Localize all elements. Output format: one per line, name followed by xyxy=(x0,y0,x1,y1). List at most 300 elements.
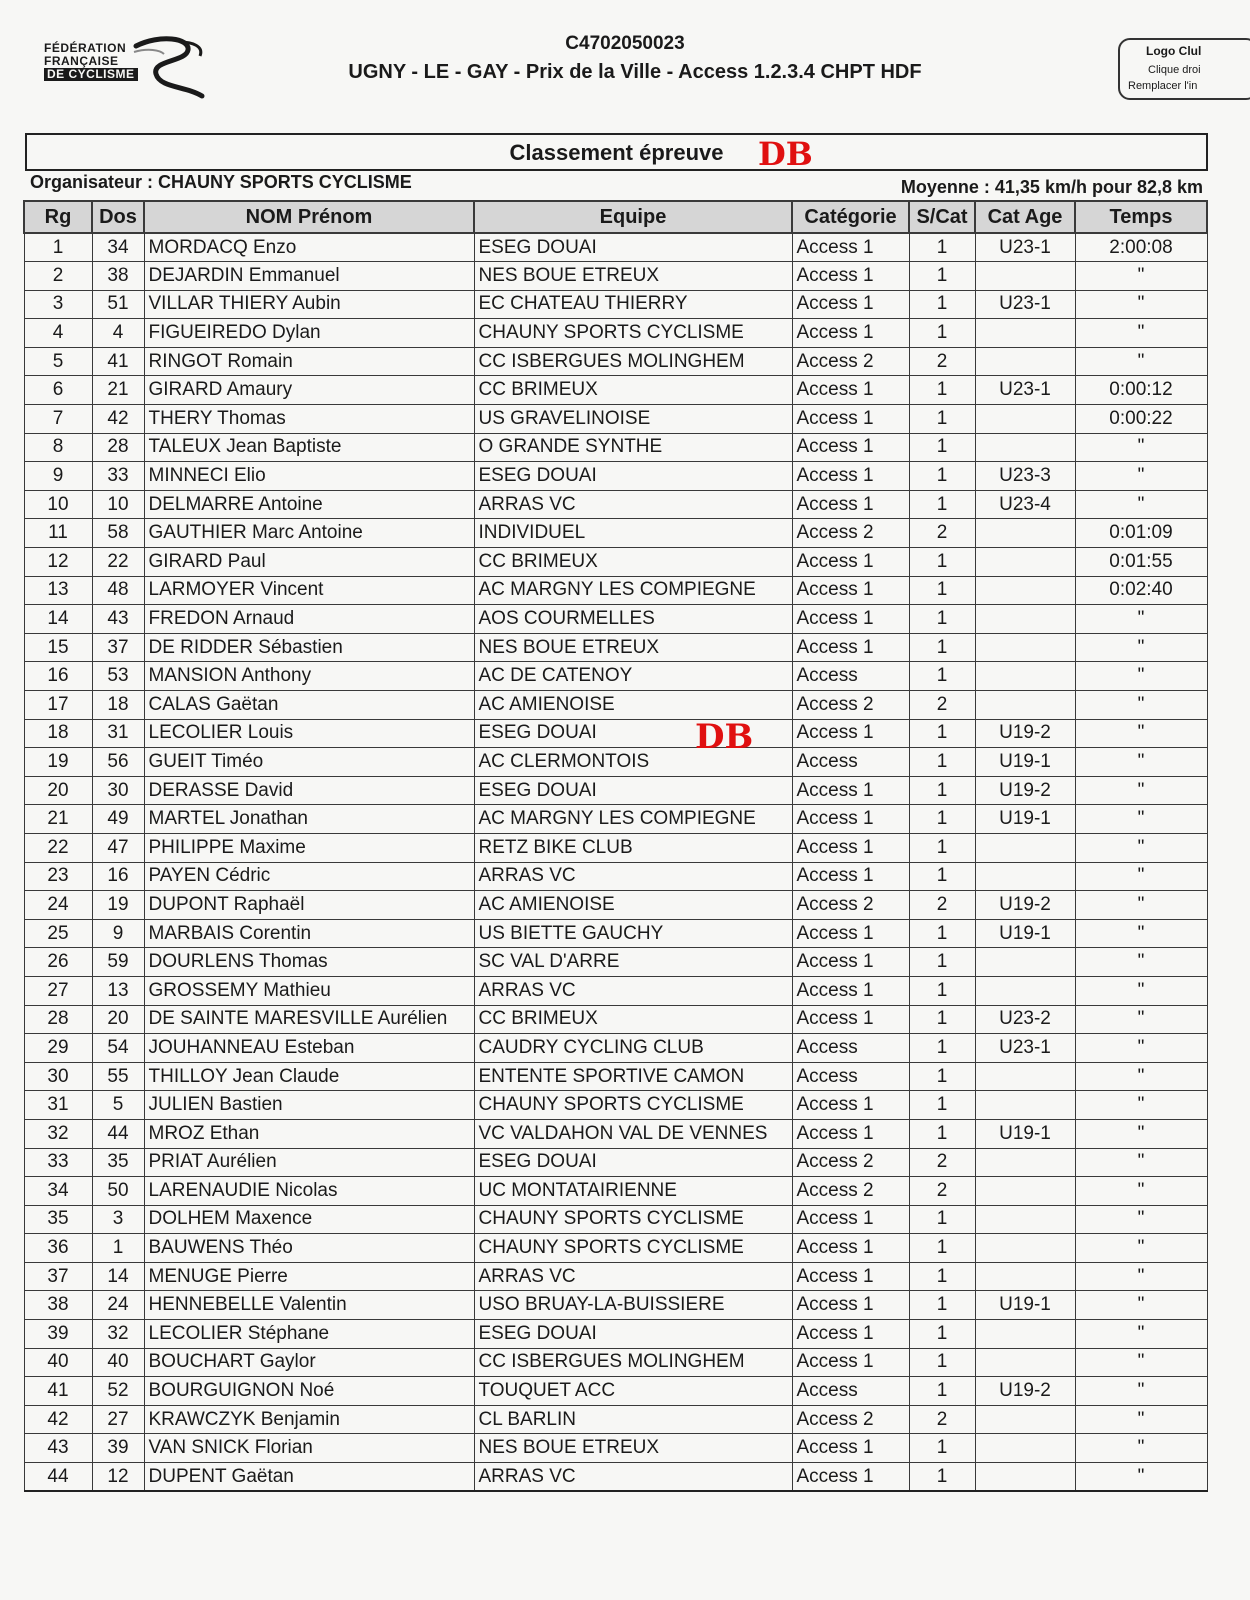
cell-age-category xyxy=(975,1062,1075,1091)
cell-time: " xyxy=(1075,719,1207,748)
federation-logo-line2: FRANÇAISE xyxy=(44,54,119,68)
cell-team: ESEG DOUAI xyxy=(474,233,792,262)
cell-bib: 18 xyxy=(92,691,144,720)
cell-category: Access xyxy=(792,748,909,777)
cell-subcategory: 1 xyxy=(909,262,975,291)
cell-team: ARRAS VC xyxy=(474,862,792,891)
cell-bib: 43 xyxy=(92,605,144,634)
cell-team: NES BOUE ETREUX xyxy=(474,633,792,662)
race-code: C4702050023 xyxy=(565,33,685,54)
table-header xyxy=(24,201,1207,233)
cell-bib: 3 xyxy=(92,1205,144,1234)
cell-bib: 19 xyxy=(92,891,144,920)
cell-category: Access 2 xyxy=(792,891,909,920)
cell-category: Access 2 xyxy=(792,1148,909,1177)
cell-rank: 43 xyxy=(24,1434,92,1463)
cell-subcategory: 1 xyxy=(909,833,975,862)
cell-team: RETZ BIKE CLUB xyxy=(474,833,792,862)
cell-bib: 53 xyxy=(92,662,144,691)
cell-subcategory: 1 xyxy=(909,748,975,777)
cell-bib: 56 xyxy=(92,748,144,777)
cell-name: VILLAR THIERY Aubin xyxy=(144,290,474,319)
cell-time: " xyxy=(1075,1177,1207,1206)
cell-age-category: U19-2 xyxy=(975,776,1075,805)
cell-bib: 42 xyxy=(92,405,144,434)
cell-category: Access 1 xyxy=(792,862,909,891)
cell-time: " xyxy=(1075,1291,1207,1320)
table-row xyxy=(24,1062,1207,1091)
cell-team: AC MARGNY LES COMPIEGNE xyxy=(474,576,792,605)
federation-logo-line1: FÉDÉRATION xyxy=(44,41,127,55)
cell-age-category xyxy=(975,405,1075,434)
cell-name: FREDON Arnaud xyxy=(144,605,474,634)
cell-bib: 24 xyxy=(92,1291,144,1320)
cell-time: " xyxy=(1075,833,1207,862)
cell-name: MINNECI Elio xyxy=(144,462,474,491)
table-row xyxy=(24,662,1207,691)
cell-age-category xyxy=(975,633,1075,662)
cell-team: CHAUNY SPORTS CYCLISME xyxy=(474,1234,792,1263)
header-col-age-category: Cat Age xyxy=(975,201,1075,233)
cell-name: DE SAINTE MARESVILLE Aurélien xyxy=(144,1005,474,1034)
header-col-name: NOM Prénom xyxy=(144,201,474,233)
table-row xyxy=(24,1348,1207,1377)
cell-subcategory: 1 xyxy=(909,1348,975,1377)
cell-name: DE RIDDER Sébastien xyxy=(144,633,474,662)
cell-rank: 22 xyxy=(24,833,92,862)
cell-time: " xyxy=(1075,1377,1207,1406)
cell-age-category xyxy=(975,519,1075,548)
cell-category: Access 1 xyxy=(792,1262,909,1291)
cell-time: " xyxy=(1075,1348,1207,1377)
table-row xyxy=(24,376,1207,405)
cell-subcategory: 2 xyxy=(909,519,975,548)
club-logo-line2: Clique droi xyxy=(1148,64,1201,76)
cell-subcategory: 1 xyxy=(909,290,975,319)
cell-age-category: U19-2 xyxy=(975,1377,1075,1406)
cell-team: ARRAS VC xyxy=(474,976,792,1005)
cell-subcategory: 1 xyxy=(909,719,975,748)
cell-time: " xyxy=(1075,433,1207,462)
cell-bib: 9 xyxy=(92,919,144,948)
table-row xyxy=(24,319,1207,348)
cell-bib: 5 xyxy=(92,1091,144,1120)
cell-subcategory: 1 xyxy=(909,1234,975,1263)
cell-subcategory: 1 xyxy=(909,919,975,948)
cell-age-category xyxy=(975,833,1075,862)
table-row xyxy=(24,1005,1207,1034)
cell-time: " xyxy=(1075,1463,1207,1492)
cell-team: USO BRUAY-LA-BUISSIERE xyxy=(474,1291,792,1320)
table-row xyxy=(24,347,1207,376)
cell-name: GROSSEMY Mathieu xyxy=(144,976,474,1005)
cell-age-category xyxy=(975,1262,1075,1291)
cell-subcategory: 2 xyxy=(909,891,975,920)
table-row xyxy=(24,262,1207,291)
cell-name: MORDACQ Enzo xyxy=(144,233,474,262)
cell-rank: 3 xyxy=(24,290,92,319)
cell-category: Access 1 xyxy=(792,1463,909,1492)
cell-rank: 42 xyxy=(24,1405,92,1434)
cell-rank: 24 xyxy=(24,891,92,920)
cell-subcategory: 1 xyxy=(909,1291,975,1320)
table-row xyxy=(24,462,1207,491)
cell-bib: 58 xyxy=(92,519,144,548)
cell-name: GIRARD Amaury xyxy=(144,376,474,405)
cell-subcategory: 1 xyxy=(909,319,975,348)
cell-rank: 19 xyxy=(24,748,92,777)
cell-team: CHAUNY SPORTS CYCLISME xyxy=(474,1091,792,1120)
cell-name: GAUTHIER Marc Antoine xyxy=(144,519,474,548)
cell-bib: 16 xyxy=(92,862,144,891)
cell-rank: 20 xyxy=(24,776,92,805)
cell-name: BOURGUIGNON Noé xyxy=(144,1377,474,1406)
cell-rank: 38 xyxy=(24,1291,92,1320)
cell-rank: 35 xyxy=(24,1205,92,1234)
cell-category: Access 2 xyxy=(792,1177,909,1206)
cell-category: Access 1 xyxy=(792,405,909,434)
race-title: UGNY - LE - GAY - Prix de la Ville - Access 1.2.3.4 CHPT HDF xyxy=(348,61,922,83)
cell-age-category: U19-2 xyxy=(975,719,1075,748)
cell-team: O GRANDE SYNTHE xyxy=(474,433,792,462)
average-speed: Moyenne : 41,35 km/h pour 82,8 km xyxy=(900,177,1203,197)
club-logo-line1: Logo Clul xyxy=(1146,44,1202,58)
cell-category: Access 1 xyxy=(792,233,909,262)
cell-name: DUPONT Raphaël xyxy=(144,891,474,920)
cell-time: 0:02:40 xyxy=(1075,576,1207,605)
cell-bib: 32 xyxy=(92,1320,144,1349)
cell-bib: 28 xyxy=(92,433,144,462)
cell-time: 0:01:09 xyxy=(1075,519,1207,548)
cell-category: Access 1 xyxy=(792,433,909,462)
cell-age-category: U23-1 xyxy=(975,1034,1075,1063)
cell-category: Access 1 xyxy=(792,976,909,1005)
cell-name: THERY Thomas xyxy=(144,405,474,434)
table-row xyxy=(24,1034,1207,1063)
cell-age-category xyxy=(975,319,1075,348)
cell-team: ESEG DOUAI xyxy=(474,776,792,805)
table-row xyxy=(24,576,1207,605)
cell-rank: 31 xyxy=(24,1091,92,1120)
cell-subcategory: 2 xyxy=(909,691,975,720)
cell-rank: 8 xyxy=(24,433,92,462)
cell-bib: 54 xyxy=(92,1034,144,1063)
cell-rank: 37 xyxy=(24,1262,92,1291)
table-row xyxy=(24,1405,1207,1434)
cell-age-category: U19-1 xyxy=(975,1291,1075,1320)
cell-time: " xyxy=(1075,1434,1207,1463)
table-row xyxy=(24,519,1207,548)
cell-rank: 36 xyxy=(24,1234,92,1263)
cell-bib: 52 xyxy=(92,1377,144,1406)
cell-team: CC BRIMEUX xyxy=(474,548,792,577)
cell-rank: 33 xyxy=(24,1148,92,1177)
table-row xyxy=(24,1434,1207,1463)
cell-age-category xyxy=(975,548,1075,577)
cell-rank: 9 xyxy=(24,462,92,491)
cell-age-category: U19-1 xyxy=(975,748,1075,777)
cell-bib: 50 xyxy=(92,1177,144,1206)
table-row xyxy=(24,976,1207,1005)
table-row xyxy=(24,1148,1207,1177)
cell-name: DUPENT Gaëtan xyxy=(144,1463,474,1492)
cell-subcategory: 1 xyxy=(909,405,975,434)
club-logo-placeholder xyxy=(1118,38,1250,100)
cell-rank: 11 xyxy=(24,519,92,548)
cell-rank: 14 xyxy=(24,605,92,634)
table-row xyxy=(24,805,1207,834)
cell-rank: 41 xyxy=(24,1377,92,1406)
cell-bib: 40 xyxy=(92,1348,144,1377)
cell-team: AOS COURMELLES xyxy=(474,605,792,634)
cell-team: ARRAS VC xyxy=(474,490,792,519)
cell-team: ESEG DOUAI xyxy=(474,1320,792,1349)
section-title-box xyxy=(25,133,1208,171)
cell-category: Access xyxy=(792,1062,909,1091)
cell-name: MARBAIS Corentin xyxy=(144,919,474,948)
cell-subcategory: 1 xyxy=(909,662,975,691)
cell-rank: 40 xyxy=(24,1348,92,1377)
cell-bib: 39 xyxy=(92,1434,144,1463)
cell-team: UC MONTATAIRIENNE xyxy=(474,1177,792,1206)
table-row xyxy=(24,548,1207,577)
cell-age-category: U23-1 xyxy=(975,290,1075,319)
cell-name: JULIEN Bastien xyxy=(144,1091,474,1120)
cell-category: Access 1 xyxy=(792,633,909,662)
organizer: Organisateur : CHAUNY SPORTS CYCLISME xyxy=(30,172,412,192)
cell-rank: 4 xyxy=(24,319,92,348)
cell-age-category xyxy=(975,862,1075,891)
cell-rank: 44 xyxy=(24,1463,92,1492)
cell-name: HENNEBELLE Valentin xyxy=(144,1291,474,1320)
cell-time: " xyxy=(1075,1262,1207,1291)
cell-age-category xyxy=(975,262,1075,291)
cell-category: Access xyxy=(792,1377,909,1406)
table-row xyxy=(24,1262,1207,1291)
header-col-category: Catégorie xyxy=(792,201,909,233)
section-title: Classement épreuve xyxy=(509,140,724,165)
cell-category: Access 2 xyxy=(792,519,909,548)
cell-category: Access 1 xyxy=(792,376,909,405)
cell-category: Access 1 xyxy=(792,548,909,577)
cell-subcategory: 1 xyxy=(909,1062,975,1091)
table-row xyxy=(24,605,1207,634)
cell-rank: 13 xyxy=(24,576,92,605)
cell-team: ESEG DOUAI xyxy=(474,719,792,748)
cell-time: " xyxy=(1075,347,1207,376)
cell-bib: 20 xyxy=(92,1005,144,1034)
cell-team: ARRAS VC xyxy=(474,1463,792,1492)
cell-team: AC CLERMONTOIS xyxy=(474,748,792,777)
cell-rank: 12 xyxy=(24,548,92,577)
cell-subcategory: 1 xyxy=(909,376,975,405)
cell-category: Access 1 xyxy=(792,1091,909,1120)
cell-category: Access xyxy=(792,1034,909,1063)
cell-team: US BIETTE GAUCHY xyxy=(474,919,792,948)
cell-age-category: U23-1 xyxy=(975,233,1075,262)
cell-category: Access 1 xyxy=(792,1434,909,1463)
cell-rank: 6 xyxy=(24,376,92,405)
cell-category: Access 1 xyxy=(792,948,909,977)
header-col-subcategory: S/Cat xyxy=(909,201,975,233)
cell-time: " xyxy=(1075,290,1207,319)
cell-name: GUEIT Timéo xyxy=(144,748,474,777)
cell-subcategory: 1 xyxy=(909,805,975,834)
db-stamp-middle: DB xyxy=(695,717,754,757)
cell-category: Access 2 xyxy=(792,347,909,376)
cell-category: Access 2 xyxy=(792,691,909,720)
cell-subcategory: 1 xyxy=(909,948,975,977)
cell-team: VC VALDAHON VAL DE VENNES xyxy=(474,1119,792,1148)
cell-rank: 25 xyxy=(24,919,92,948)
cell-time: " xyxy=(1075,748,1207,777)
cell-time: " xyxy=(1075,919,1207,948)
cell-rank: 29 xyxy=(24,1034,92,1063)
cell-name: THILLOY Jean Claude xyxy=(144,1062,474,1091)
cell-bib: 49 xyxy=(92,805,144,834)
cell-name: LECOLIER Stéphane xyxy=(144,1320,474,1349)
cell-time: " xyxy=(1075,948,1207,977)
cell-subcategory: 1 xyxy=(909,1034,975,1063)
cell-bib: 33 xyxy=(92,462,144,491)
table-row xyxy=(24,948,1207,977)
cell-rank: 18 xyxy=(24,719,92,748)
cell-subcategory: 1 xyxy=(909,1434,975,1463)
cell-time: 2:00:08 xyxy=(1075,233,1207,262)
cell-time: " xyxy=(1075,862,1207,891)
cell-time: " xyxy=(1075,1405,1207,1434)
cell-team: CC ISBERGUES MOLINGHEM xyxy=(474,347,792,376)
cell-bib: 30 xyxy=(92,776,144,805)
cell-name: VAN SNICK Florian xyxy=(144,1434,474,1463)
cell-subcategory: 1 xyxy=(909,576,975,605)
cell-time: " xyxy=(1075,1005,1207,1034)
table-row xyxy=(24,748,1207,777)
cell-name: DOURLENS Thomas xyxy=(144,948,474,977)
cell-subcategory: 1 xyxy=(909,633,975,662)
table-row xyxy=(24,719,1207,748)
cell-name: DEJARDIN Emmanuel xyxy=(144,262,474,291)
cell-bib: 14 xyxy=(92,1262,144,1291)
cell-category: Access 1 xyxy=(792,605,909,634)
cell-time: " xyxy=(1075,605,1207,634)
cell-name: DERASSE David xyxy=(144,776,474,805)
table-row xyxy=(24,891,1207,920)
cell-team: ENTENTE SPORTIVE CAMON xyxy=(474,1062,792,1091)
table-row xyxy=(24,1291,1207,1320)
cell-category: Access 1 xyxy=(792,490,909,519)
cell-bib: 27 xyxy=(92,1405,144,1434)
table-row xyxy=(24,233,1207,262)
cell-name: GIRARD Paul xyxy=(144,548,474,577)
cell-subcategory: 2 xyxy=(909,1405,975,1434)
header-col-bib: Dos xyxy=(92,201,144,233)
table-row xyxy=(24,490,1207,519)
cell-subcategory: 1 xyxy=(909,776,975,805)
cell-category: Access xyxy=(792,662,909,691)
cell-age-category xyxy=(975,1177,1075,1206)
cell-team: AC AMIENOISE xyxy=(474,691,792,720)
cell-category: Access 1 xyxy=(792,919,909,948)
header-col-team: Equipe xyxy=(474,201,792,233)
cell-team: CL BARLIN xyxy=(474,1405,792,1434)
cell-team: US GRAVELINOISE xyxy=(474,405,792,434)
cell-subcategory: 1 xyxy=(909,1463,975,1492)
cell-category: Access 2 xyxy=(792,1405,909,1434)
cell-time: " xyxy=(1075,1034,1207,1063)
cell-name: DELMARRE Antoine xyxy=(144,490,474,519)
table-row xyxy=(24,405,1207,434)
cell-category: Access 1 xyxy=(792,719,909,748)
cell-category: Access 1 xyxy=(792,1205,909,1234)
table-row xyxy=(24,1091,1207,1120)
table-row xyxy=(24,1320,1207,1349)
cell-category: Access 1 xyxy=(792,319,909,348)
cell-bib: 4 xyxy=(92,319,144,348)
cell-category: Access 1 xyxy=(792,776,909,805)
cell-time: " xyxy=(1075,262,1207,291)
cell-name: LARMOYER Vincent xyxy=(144,576,474,605)
cell-subcategory: 1 xyxy=(909,1377,975,1406)
cell-time: " xyxy=(1075,1205,1207,1234)
cell-age-category xyxy=(975,948,1075,977)
cell-age-category xyxy=(975,662,1075,691)
table-row xyxy=(24,1463,1207,1492)
table-row xyxy=(24,290,1207,319)
cell-time: " xyxy=(1075,1091,1207,1120)
cell-time: 0:00:22 xyxy=(1075,405,1207,434)
cell-rank: 10 xyxy=(24,490,92,519)
cell-rank: 34 xyxy=(24,1177,92,1206)
cell-subcategory: 1 xyxy=(909,462,975,491)
cell-name: BAUWENS Théo xyxy=(144,1234,474,1263)
cell-bib: 13 xyxy=(92,976,144,1005)
cell-name: FIGUEIREDO Dylan xyxy=(144,319,474,348)
cell-name: BOUCHART Gaylor xyxy=(144,1348,474,1377)
cell-subcategory: 1 xyxy=(909,1205,975,1234)
cell-age-category: U23-2 xyxy=(975,1005,1075,1034)
cell-bib: 38 xyxy=(92,262,144,291)
table-row xyxy=(24,862,1207,891)
cell-bib: 10 xyxy=(92,490,144,519)
cell-team: NES BOUE ETREUX xyxy=(474,262,792,291)
cell-bib: 41 xyxy=(92,347,144,376)
cell-team: CC BRIMEUX xyxy=(474,1005,792,1034)
table-row xyxy=(24,833,1207,862)
cell-name: LECOLIER Louis xyxy=(144,719,474,748)
db-stamp: DB xyxy=(758,135,813,173)
cell-time: " xyxy=(1075,1119,1207,1148)
cell-category: Access 1 xyxy=(792,290,909,319)
cell-category: Access 1 xyxy=(792,462,909,491)
cell-subcategory: 1 xyxy=(909,1091,975,1120)
cell-name: TALEUX Jean Baptiste xyxy=(144,433,474,462)
cell-time: " xyxy=(1075,1062,1207,1091)
table-row xyxy=(24,433,1207,462)
club-logo-line3: Remplacer l'in xyxy=(1128,80,1198,92)
cell-subcategory: 1 xyxy=(909,862,975,891)
cell-team: NES BOUE ETREUX xyxy=(474,1434,792,1463)
header-row xyxy=(24,201,1207,233)
cell-time: " xyxy=(1075,776,1207,805)
cell-team: CC BRIMEUX xyxy=(474,376,792,405)
cell-bib: 22 xyxy=(92,548,144,577)
cell-age-category: U19-2 xyxy=(975,891,1075,920)
cell-name: PHILIPPE Maxime xyxy=(144,833,474,862)
cell-age-category: U19-1 xyxy=(975,919,1075,948)
header-col-rank: Rg xyxy=(24,201,92,233)
cell-subcategory: 1 xyxy=(909,976,975,1005)
